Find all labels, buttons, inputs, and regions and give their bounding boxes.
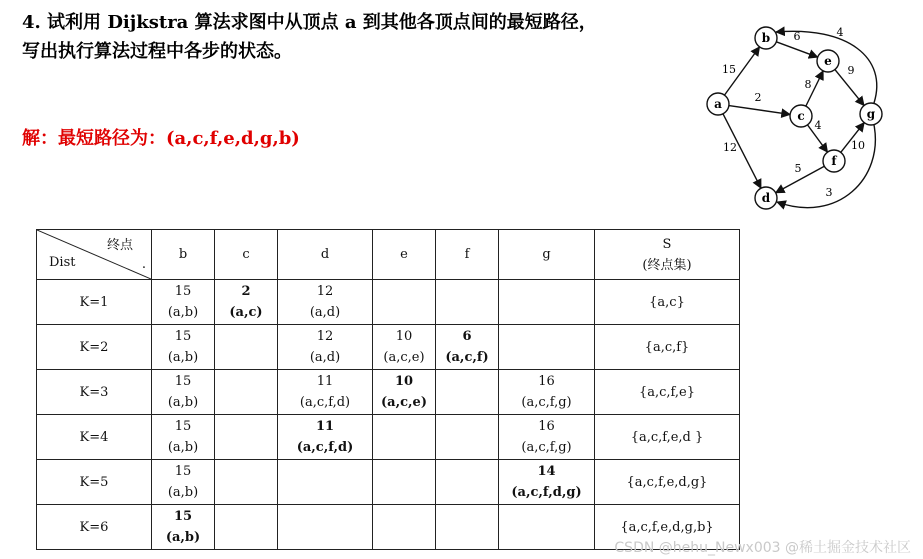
dist-value: 15 bbox=[174, 374, 192, 389]
node-label-e: e bbox=[824, 54, 832, 68]
dist-path: (a,c,f,d) bbox=[296, 440, 354, 455]
answer-text: 解：最短路径为：(a,c,f,e,d,g,b) bbox=[22, 128, 300, 149]
dist-path: (a,b) bbox=[167, 395, 199, 410]
dist-cell-d bbox=[278, 415, 373, 460]
corner-label-bottom: Dist bbox=[49, 255, 76, 270]
dist-value: 15 bbox=[174, 284, 192, 299]
dist-path: (a,b) bbox=[167, 305, 199, 320]
dist-value: 12 bbox=[316, 284, 334, 299]
question-line-1: 4. 试利用 Dijkstra 算法求图中从顶点 a 到其他各顶点间的最短路径， bbox=[22, 12, 597, 33]
dist-cell-f bbox=[436, 460, 499, 505]
header-s-line1: S bbox=[662, 236, 672, 252]
dist-cell-c bbox=[215, 280, 278, 325]
table-row bbox=[37, 370, 740, 415]
table-row bbox=[37, 415, 740, 460]
dist-cell-b bbox=[152, 325, 215, 370]
header-c: c bbox=[215, 230, 278, 280]
header-g: g bbox=[499, 230, 595, 280]
dist-cell-d bbox=[278, 505, 373, 550]
dist-cell-e bbox=[373, 325, 436, 370]
dist-path: (a,d) bbox=[309, 350, 341, 365]
dist-value: 12 bbox=[316, 329, 334, 344]
header-f: f bbox=[436, 230, 499, 280]
dist-cell-e bbox=[373, 415, 436, 460]
dist-cell-d bbox=[278, 370, 373, 415]
step-label: K=1 bbox=[37, 280, 152, 325]
dist-cell-d bbox=[278, 280, 373, 325]
dist-cell-f bbox=[436, 370, 499, 415]
graph-diagram bbox=[698, 18, 898, 218]
header-s bbox=[595, 230, 740, 280]
corner-dot: . bbox=[141, 257, 146, 272]
question-line-2: 写出执行算法过程中各步的状态。 bbox=[22, 41, 292, 62]
dist-path: (a,c) bbox=[229, 305, 263, 320]
edge-weight-a-b: 15 bbox=[722, 63, 736, 76]
dist-path: (a,c,f,d) bbox=[299, 395, 351, 410]
watermark: CSDN @hehu_Newx003 @稀土掘金技术社区 bbox=[614, 540, 911, 556]
dist-value: 11 bbox=[315, 419, 335, 434]
corner-cell bbox=[37, 230, 152, 280]
dist-value: 10 bbox=[395, 329, 413, 344]
dist-cell-c bbox=[215, 415, 278, 460]
step-label: K=3 bbox=[37, 370, 152, 415]
node-label-b: b bbox=[761, 31, 771, 45]
dist-value: 6 bbox=[462, 329, 472, 344]
dist-cell-f bbox=[436, 280, 499, 325]
dist-path: (a,c,f,d,g) bbox=[511, 485, 582, 500]
dist-cell-f bbox=[436, 415, 499, 460]
dist-path: (a,b) bbox=[167, 350, 199, 365]
dist-path: (a,c,f,g) bbox=[521, 440, 572, 455]
dist-cell-f bbox=[436, 325, 499, 370]
dist-cell-g bbox=[499, 460, 595, 505]
final-set: {a,c,f,e} bbox=[595, 370, 740, 415]
dist-value: 2 bbox=[241, 284, 251, 299]
dist-cell-c bbox=[215, 325, 278, 370]
dist-cell-g bbox=[499, 325, 595, 370]
dist-cell-b bbox=[152, 280, 215, 325]
table-header-row bbox=[37, 230, 740, 280]
dist-cell-g bbox=[499, 415, 595, 460]
step-label: K=5 bbox=[37, 460, 152, 505]
dist-path: (a,c,f) bbox=[445, 350, 489, 365]
node-label-f: f bbox=[831, 154, 837, 168]
dist-value: 15 bbox=[174, 329, 192, 344]
table-row bbox=[37, 325, 740, 370]
edge-weight-g-d: 3 bbox=[825, 186, 833, 199]
dist-path: (a,b) bbox=[165, 530, 201, 545]
dist-cell-g bbox=[499, 370, 595, 415]
edge-weight-f-g: 10 bbox=[851, 139, 865, 152]
edge-weight-g-b: 4 bbox=[836, 26, 844, 39]
dist-cell-b bbox=[152, 505, 215, 550]
dist-value: 11 bbox=[316, 374, 334, 389]
dist-value: 15 bbox=[173, 509, 193, 524]
step-label: K=4 bbox=[37, 415, 152, 460]
header-b: b bbox=[152, 230, 215, 280]
dist-cell-g bbox=[499, 505, 595, 550]
dist-value: 14 bbox=[537, 464, 556, 479]
dijkstra-table bbox=[36, 229, 740, 550]
dist-value: 16 bbox=[538, 419, 555, 434]
edge-weight-b-e: 6 bbox=[793, 30, 801, 43]
dist-path: (a,d) bbox=[309, 305, 341, 320]
dist-cell-d bbox=[278, 325, 373, 370]
dist-cell-g bbox=[499, 280, 595, 325]
question-text bbox=[22, 8, 597, 66]
node-label-d: d bbox=[761, 191, 771, 205]
edge-weight-a-c: 2 bbox=[754, 91, 762, 104]
dist-cell-c bbox=[215, 370, 278, 415]
final-set: {a,c} bbox=[595, 280, 740, 325]
node-label-g: g bbox=[866, 107, 876, 121]
dist-cell-c bbox=[215, 505, 278, 550]
edge-weight-e-g: 9 bbox=[847, 64, 855, 77]
edge-weight-c-f: 4 bbox=[814, 119, 822, 132]
header-e: e bbox=[373, 230, 436, 280]
dist-cell-f bbox=[436, 505, 499, 550]
dist-value: 15 bbox=[174, 464, 192, 479]
dist-path: (a,c,f,g) bbox=[521, 395, 572, 410]
final-set: {a,c,f,e,d,g,b} bbox=[595, 505, 740, 550]
node-label-c: c bbox=[797, 109, 805, 123]
dist-value: 15 bbox=[174, 419, 192, 434]
dist-path: (a,c,e) bbox=[383, 350, 425, 365]
edge-weight-a-d: 12 bbox=[723, 141, 737, 154]
dist-cell-e bbox=[373, 370, 436, 415]
edge-weight-c-e: 8 bbox=[804, 78, 812, 91]
dist-cell-b bbox=[152, 370, 215, 415]
node-label-a: a bbox=[714, 97, 722, 111]
edge-a-c bbox=[729, 106, 790, 115]
dist-cell-b bbox=[152, 460, 215, 505]
dist-cell-e bbox=[373, 460, 436, 505]
dist-value: 10 bbox=[394, 374, 414, 389]
dist-cell-d bbox=[278, 460, 373, 505]
dist-cell-c bbox=[215, 460, 278, 505]
dist-cell-e bbox=[373, 280, 436, 325]
header-s-line2: (终点集) bbox=[642, 257, 692, 273]
dist-path: (a,b) bbox=[167, 485, 199, 500]
header-d: d bbox=[278, 230, 373, 280]
table-row bbox=[37, 280, 740, 325]
dist-cell-e bbox=[373, 505, 436, 550]
edge-b-e bbox=[776, 42, 817, 57]
final-set: {a,c,f,e,d } bbox=[595, 415, 740, 460]
dist-path: (a,c,e) bbox=[381, 395, 427, 410]
dist-path: (a,b) bbox=[167, 440, 199, 455]
final-set: {a,c,f} bbox=[595, 325, 740, 370]
corner-label-top: 终点 bbox=[106, 238, 133, 253]
table-row bbox=[37, 460, 740, 505]
dist-cell-b bbox=[152, 415, 215, 460]
step-label: K=2 bbox=[37, 325, 152, 370]
dist-value: 16 bbox=[538, 374, 555, 389]
edge-weight-f-d: 5 bbox=[794, 162, 802, 175]
final-set: {a,c,f,e,d,g} bbox=[595, 460, 740, 505]
step-label: K=6 bbox=[37, 505, 152, 550]
